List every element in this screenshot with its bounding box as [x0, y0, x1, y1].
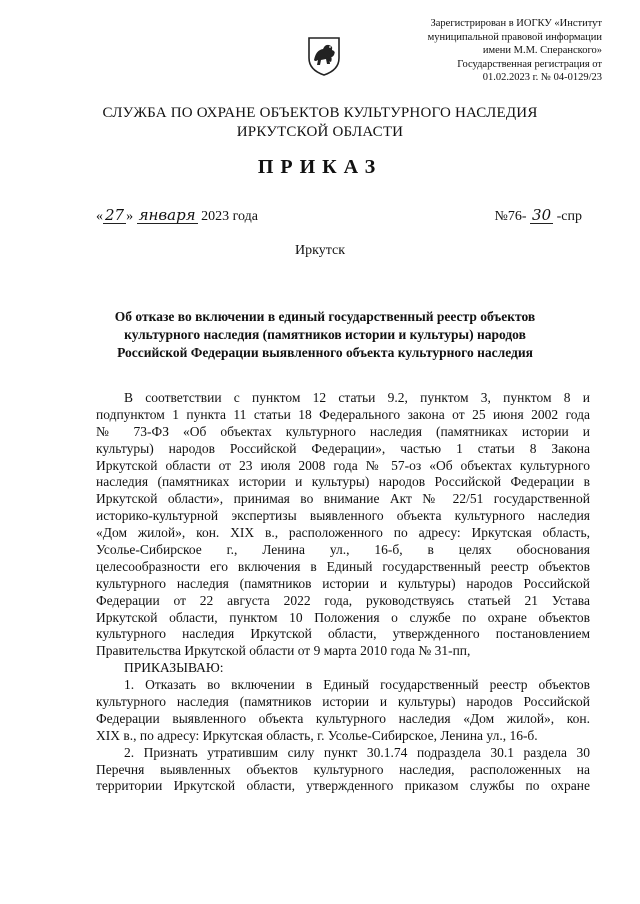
body-line: наследия (памятниках истории и культуры) народов Российской Федерации в — [96, 474, 590, 490]
title-line: Об отказе во включении в единый государственный реестр объектов — [114, 309, 536, 324]
document-type: ПРИКАЗ — [257, 156, 383, 178]
body-line: Иркутской области», принимая во внимание Акт № 22/51 государственной — [96, 491, 590, 507]
number-handwritten: 30 — [532, 206, 552, 224]
document-date — [96, 208, 258, 225]
body-line: подпунктом 1 пункта 11 статьи 18 Федерального закона от 25 июня 2002 года — [96, 406, 590, 422]
body-line: культурного наследия (памятников истории и культуры) народов Российской — [96, 575, 590, 591]
coat-of-arms-icon — [307, 36, 341, 76]
registration-line: Государственная регистрация от — [457, 58, 602, 70]
date-day-handwritten: 27 — [105, 206, 125, 224]
document-title — [60, 308, 590, 363]
document-body — [96, 390, 590, 795]
registration-line: имени М.М. Сперанского» — [482, 45, 602, 56]
body-line: Усолье-Сибирское г., Ленина ул., 16-б, в целях обоснования — [96, 542, 590, 558]
body-line: Иркутской области, пунктом 10 Положения о службе по охране объектов — [96, 609, 590, 625]
body-line: Иркутской области от 23 июля 2008 года № 57-оз «Об объектах культурного — [96, 457, 590, 473]
title-line: культурного наследия (памятников истории и культуры) народов — [124, 327, 526, 343]
body-line: культурного наследия (памятников истории и культуры) народов Российской — [96, 694, 590, 710]
body-line: культуры) народов Российской Федерации», частью 1 статьи 8 Закона — [96, 440, 590, 456]
service-name-line: СЛУЖБА ПО ОХРАНЕ ОБЪЕКТОВ КУЛЬТУРНОГО НАСЛЕДИЯ — [102, 105, 538, 121]
body-line: Федерации выявленного объекта культурного наследия «Дом жилой», кон. — [96, 710, 590, 726]
service-name — [0, 104, 640, 142]
order-directive: ПРИКАЗЫВАЮ: — [124, 660, 224, 676]
title-line: Российской Федерации выявленного объекта культурного наследия — [117, 345, 533, 361]
body-line: 2. Признать утратившим силу пункт 30.1.74 подраздела 30.1 раздела 30 — [124, 744, 590, 760]
body-line: культурного наследия Иркутской области, утвержденного постановлением — [96, 626, 590, 642]
registration-stamp — [372, 17, 602, 85]
body-line: «Дом жилой», кон. XIX в., расположенного по адресу: Иркутская область, — [96, 525, 590, 541]
registration-line: 01.02.2023 г. № 04-0129/23 — [482, 72, 602, 83]
body-line: № 73-ФЗ «Об объектах культурного наследия (памятниках истории и — [96, 423, 590, 439]
body-line: целесообразности его включения в Единый государственный реестр объектов — [96, 558, 590, 574]
date-close-quote: » — [126, 209, 134, 224]
document-number — [495, 208, 583, 225]
number-prefix: №76- — [494, 209, 527, 224]
city: Иркутск — [294, 243, 346, 258]
body-line: Правительства Иркутской области от 9 марта 2010 года № 31-пп, — [96, 643, 471, 659]
registration-line: Зарегистрирован в ИОГКУ «Институт — [430, 18, 602, 29]
date-year: 2023 года — [201, 209, 258, 224]
body-line: 1. Отказать во включении в Единый государственный реестр объектов — [124, 677, 590, 693]
number-suffix: -спр — [556, 209, 582, 224]
registration-line: муниципальной правовой информации — [427, 31, 602, 43]
date-open-quote: « — [96, 209, 103, 224]
body-line: историко-культурной экспертизы выявленного объекта культурного наследия — [96, 508, 590, 524]
body-line: Федерации от 22 августа 2022 года, руководствуясь статьей 21 Устава — [96, 592, 590, 608]
date-month-handwritten: января — [138, 206, 196, 224]
body-line: В соответствии с пунктом 12 статьи 9.2, пунктом 3, пунктом 8 и — [124, 390, 590, 405]
body-line: XIX в., по адресу: Иркутская область, г. Усолье-Сибирское, Ленина ул., 16-б. — [96, 727, 538, 743]
service-name-line: ИРКУТСКОЙ ОБЛАСТИ — [236, 124, 404, 140]
body-line: Перечня выявленных объектов культурного наследия, расположенных на — [96, 761, 590, 777]
body-line: территории Иркутской области, утвержденного приказом службы по охране — [96, 778, 590, 794]
